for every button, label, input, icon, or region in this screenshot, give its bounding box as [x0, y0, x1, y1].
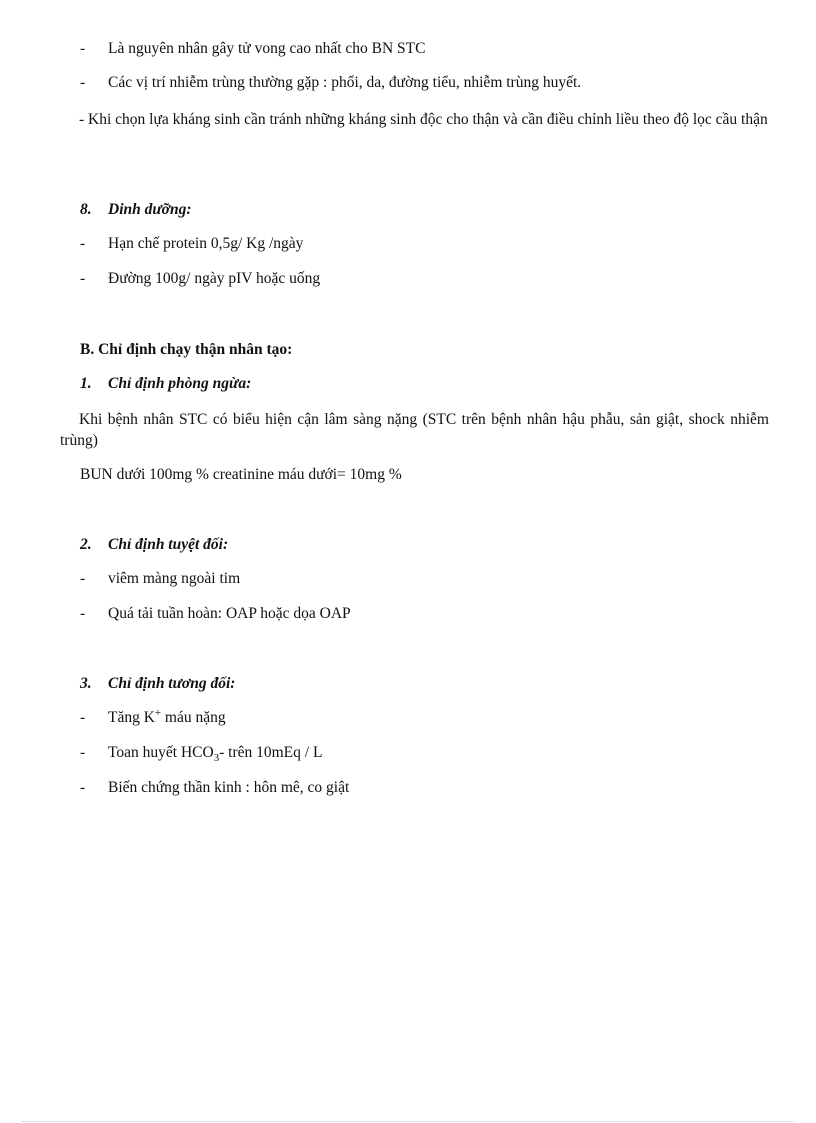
- bullet-dash: -: [80, 235, 86, 252]
- antibiotic-paragraph: - Khi chọn lựa kháng sinh cần tránh những kháng sinh độc cho thận và cần điều chỉnh liều theo độ lọc cầu thận: [79, 111, 768, 128]
- page-bottom-rule: [22, 1121, 794, 1122]
- bullet-text: Hạn chế protein 0,5g/ Kg /ngày: [108, 235, 304, 252]
- relative-heading: Chỉ định tương đối:: [108, 675, 236, 692]
- potassium-suffix: máu nặng: [161, 709, 226, 726]
- potassium-text: Tăng K: [108, 709, 155, 726]
- heading-number: 3.: [80, 675, 92, 692]
- bullet-text: viêm màng ngoài tim: [108, 570, 241, 587]
- bullet-dash: -: [80, 40, 86, 57]
- bullet-text: Các vị trí nhiễm trùng thường gặp : phổi, da, đường tiểu, nhiễm trùng huyết.: [108, 74, 582, 91]
- bullet-text: Đường 100g/ ngày pIV hoặc uống: [108, 270, 321, 287]
- bullet-text: Quá tải tuần hoàn: OAP hoặc dọa OAP: [108, 605, 351, 622]
- bullet-dash: -: [80, 779, 86, 796]
- heading-number: 1.: [80, 375, 92, 392]
- bullet-dash: -: [80, 570, 86, 587]
- absolute-heading: Chỉ định tuyệt đối:: [108, 536, 229, 553]
- acidosis-suffix: - trên 10mEq / L: [219, 744, 323, 761]
- bullet-dash: -: [80, 270, 86, 287]
- section-b-heading: B. Chỉ định chạy thận nhân tạo:: [80, 341, 293, 358]
- superscript-plus: +: [154, 706, 162, 719]
- bullet-text: [108, 743, 322, 763]
- subscript-3: 3: [213, 752, 220, 765]
- bullet-text: [108, 708, 226, 728]
- bullet-dash: -: [80, 709, 86, 726]
- prevention-heading: Chỉ định phòng ngừa:: [108, 375, 252, 392]
- bullet-dash: -: [80, 605, 86, 622]
- bullet-dash: -: [80, 744, 86, 761]
- prevention-paragraph: Khi bệnh nhân STC có biểu hiện cận lâm sàng nặng (STC trên bệnh nhân hậu phẫu, sản giật, shock nhiễm trùng): [60, 411, 769, 449]
- bullet-text: Là nguyên nhân gây tử vong cao nhất cho BN STC: [108, 40, 426, 57]
- heading-number: 2.: [80, 536, 92, 553]
- lab-values: BUN dưới 100mg % creatinine máu dưới= 10mg %: [80, 466, 402, 483]
- bullet-dash: -: [80, 74, 86, 91]
- heading-number: 8.: [80, 201, 92, 218]
- acidosis-text: Toan huyết HCO: [108, 744, 214, 761]
- bullet-text: Biến chứng thần kinh : hôn mê, co giật: [108, 779, 350, 796]
- nutrition-heading: Dinh dưỡng:: [108, 201, 192, 218]
